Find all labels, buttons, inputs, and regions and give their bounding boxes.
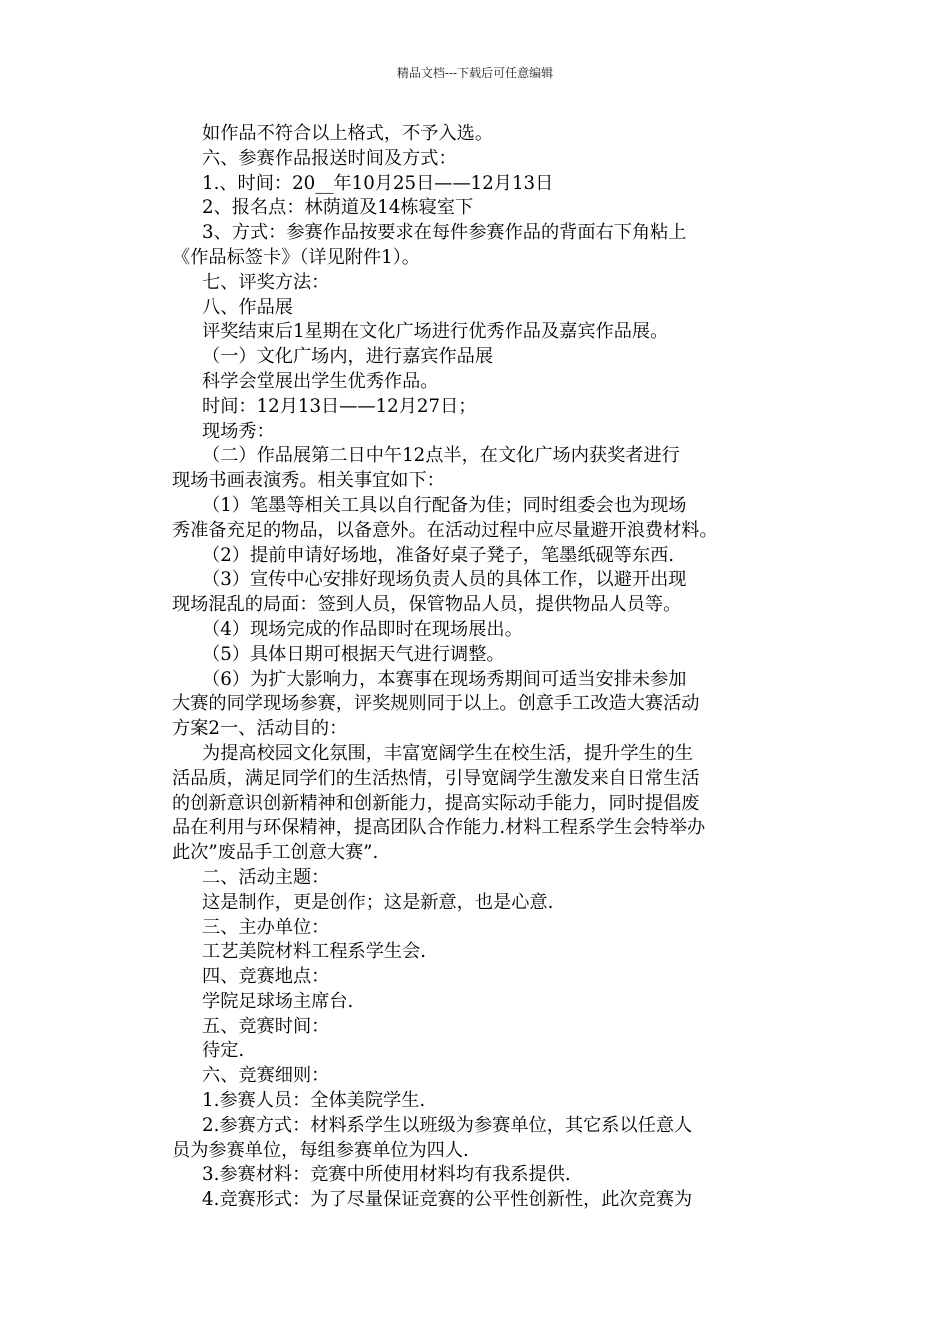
text-line: 活品质，满足同学们的生活热情，引导宽阔学生激发来自日常生活: [172, 767, 700, 789]
text-line: 现场秀：: [202, 420, 275, 442]
text-line: 的创新意识创新精神和创新能力，提高实际动手能力，同时提倡废: [172, 792, 700, 814]
section-heading: 四、竞赛地点：: [202, 966, 330, 988]
text-line: 这是制作，更是创作；这是新意，也是心意.: [202, 891, 554, 913]
text-line: 品在利用与环保精神，提高团队合作能力.材料工程系学生会特举办: [172, 817, 706, 839]
text-line: 如作品不符合以上格式，不予入选。: [202, 123, 494, 144]
text-line: 《作品标签卡》（详见附件1）。: [172, 246, 420, 268]
section-heading: 六、参赛作品报送时间及方式：: [202, 147, 457, 169]
section-heading: 二、活动主题：: [202, 866, 330, 888]
text-line: 大赛的同学现场参赛，评奖规则同于以上。创意手工改造大赛活动: [172, 693, 700, 715]
text-line: 4.竞赛形式：为了尽量保证竞赛的公平性创新性，此次竞赛为: [202, 1189, 693, 1211]
text-line: 2.参赛方式：材料系学生以班级为参赛单位，其它系以任意人: [202, 1114, 693, 1136]
section-heading: 三、主办单位：: [202, 916, 330, 938]
text-line: 3、方式：参赛作品按要求在每件参赛作品的背面右下角粘上: [202, 222, 687, 244]
text-line: （1）笔墨等相关工具以自行配备为佳；同时组委会也为现场: [202, 494, 687, 516]
text-line: （4）现场完成的作品即时在现场展出。: [202, 618, 523, 640]
text-line: 评奖结束后1星期在文化广场进行优秀作品及嘉宾作品展。: [202, 321, 669, 343]
section-heading: 五、竞赛时间：: [202, 1015, 330, 1037]
text-line: 学院足球场主席台.: [202, 990, 354, 1012]
text-line: 现场混乱的局面：签到人员，保管物品人员，提供物品人员等。: [172, 594, 682, 616]
text-line: 3.参赛材料：竞赛中所使用材料均有我系提供.: [202, 1164, 571, 1186]
text-line: （一）文化广场内，进行嘉宾作品展: [202, 346, 494, 368]
text-line: 员为参赛单位，每组参赛单位为四人.: [172, 1139, 469, 1161]
text-line: 待定.: [202, 1040, 245, 1062]
text-line: （3）宣传中心安排好现场负责人员的具体工作，以避开出现: [202, 569, 687, 591]
text-line: 1.、时间：20__年10月25日——12月13日: [202, 172, 554, 194]
document-body: [172, 122, 812, 1213]
text-line: （2）提前申请好场地，准备好桌子凳子，笔墨纸砚等东西.: [202, 544, 675, 566]
page-header: 精品文档---下载后可任意编辑: [396, 66, 554, 80]
section-heading: 六、竞赛细则：: [202, 1065, 330, 1087]
text-line: 1.参赛人员：全体美院学生.: [202, 1090, 426, 1112]
text-line: 秀准备充足的物品，以备意外。在活动过程中应尽量避开浪费材料。: [172, 519, 718, 541]
text-line: 现场书画表演秀。相关事宜如下：: [172, 470, 445, 492]
text-line: （5）具体日期可根据天气进行调整。: [202, 643, 505, 665]
section-heading: 八、作品展: [202, 296, 293, 318]
text-line: （二）作品展第二日中午12点半，在文化广场内获奖者进行: [202, 445, 680, 467]
text-line: 2、报名点：林荫道及14栋寝室下: [202, 197, 474, 219]
text-line: 此次”废品手工创意大赛”.: [172, 842, 379, 864]
text-line: （6）为扩大影响力，本赛事在现场秀期间可适当安排未参加: [202, 668, 687, 690]
section-heading: 七、评奖方法：: [202, 271, 330, 293]
text-line: 方案2一、活动目的：: [172, 718, 348, 740]
text-line: 工艺美院材料工程系学生会.: [202, 941, 427, 963]
text-line: 时间：12月13日——12月27日；: [202, 395, 477, 417]
text-line: 科学会堂展出学生优秀作品。: [202, 370, 439, 392]
text-line: 为提高校园文化氛围，丰富宽阔学生在校生活，提升学生的生: [202, 742, 694, 764]
